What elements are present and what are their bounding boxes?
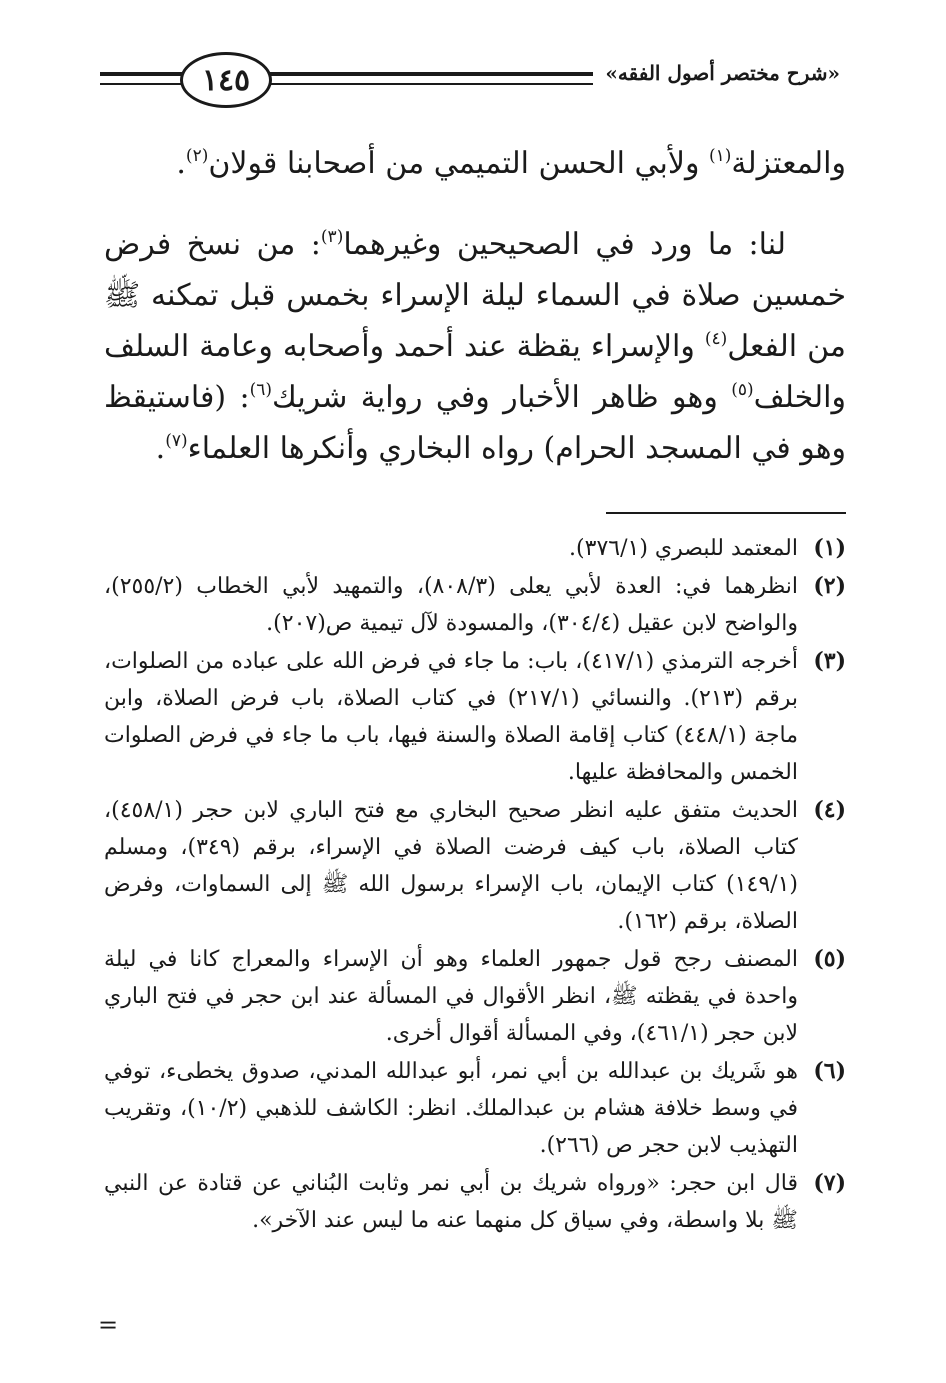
text-run: . (155, 431, 166, 466)
footnote-number: (٣) (813, 648, 846, 674)
footnote-ref: (٦) (249, 380, 273, 400)
footnote-ref: (٢) (185, 146, 209, 166)
footnote-ref: (١) (708, 146, 732, 166)
paragraph-2 (104, 219, 846, 474)
footnote-number: (٤) (813, 797, 846, 823)
footnote-text: الحديث متفق عليه انظر صحيح البخاري مع فتح الباري لابن حجر (٤٥٨/١)، كتاب الصلاة، باب كيف فرضت الصلاة في الإسراء، برقم (٣٤٩)، ومسلم (١٤٩/١) كتاب الإيمان، باب الإسراء برسول الله ﷺ إلى السماوات، وفرض الصلاة، برقم (١٦٢). (104, 798, 798, 934)
text-run: والمعتزلة (731, 146, 846, 181)
footnote-7 (104, 1165, 846, 1239)
footnote-6 (104, 1053, 846, 1164)
paragraph-1 (104, 138, 846, 189)
footnote-ref: (٥) (731, 380, 754, 400)
footnote-1 (104, 530, 846, 567)
footnote-4 (104, 792, 846, 940)
text-run: : من نسخ فرض خمسين صلاة في السماء ليلة الإسراء بخمس قبل تمكنه ﷺ من الفعل (104, 227, 846, 364)
footnote-text: هو شَريك بن عبدالله بن أبي نمر، أبو عبدالله المدني، صدوق يخطىء، توفي في وسط خلافة هشام بن عبدالملك. انظر: الكاشف للذهبي (١٠/٢)، وتقريب التهذيب لابن حجر ص (٢٦٦). (104, 1059, 799, 1158)
continuation-mark: = (98, 1311, 119, 1339)
footnote-text: قال ابن حجر: «ورواه شريك بن أبي نمر وثابت البُناني عن قتادة عن النبي ﷺ بلا واسطة، وفي سياق كل منهما عنه ما ليس عند الآخر». (104, 1171, 798, 1233)
footnote-ref: (٣) (320, 227, 344, 247)
text-run: : (فاستيقظ وهو في المسجد الحرام) رواه البخاري وأنكرها العلماء (104, 380, 846, 466)
footnote-number: (٥) (813, 946, 846, 972)
running-title: «شرح مختصر أصول الفقه» (593, 58, 840, 88)
footnotes (104, 530, 846, 1240)
text-run: لنا: ما ورد في الصحيحين وغيرهما (343, 227, 786, 262)
footnote-text: أخرجه الترمذي (٤١٧/١)، باب: ما جاء في فرض الله على عباده من الصلوات، برقم (٢١٣). والنسائي (٢١٧/١) في كتاب الصلاة، باب فرض الصلاة، وابن ماجة (٤٤٨/١) كتاب إقامة الصلاة والسنة فيها، باب ما جاء في فرض الصلوات الخمس والمحافظة عليها. (104, 649, 799, 785)
footnote-number: (٧) (813, 1170, 846, 1196)
footnote-text: المعتمد للبصري (٣٧٦/١). (569, 536, 798, 561)
footnote-text: المصنف رجح قول جمهور العلماء وهو أن الإسراء والمعراج كانا في ليلة واحدة في يقظته ﷺ، انظر الأقوال في المسألة عند ابن حجر في فتح الباري لابن حجر (٤٦١/١)، وفي المسألة أقوال أخرى. (104, 947, 798, 1046)
text-run: . (176, 146, 186, 181)
footnote-2 (104, 568, 846, 642)
page-header (100, 52, 840, 114)
footnote-number: (٢) (813, 573, 846, 599)
footnote-ref: (٧) (165, 431, 188, 451)
footnote-number: (١) (813, 535, 846, 561)
footnote-separator (606, 512, 846, 514)
footnote-5 (104, 941, 846, 1052)
text-run: والإسراء يقظة عند أحمد وأصحابه وعامة السلف والخلف (104, 329, 846, 415)
footnote-3 (104, 643, 846, 791)
text-run: ولأبي الحسن التميمي من أصحابنا قولان (208, 146, 709, 181)
text-run: وهو ظاهر الأخبار وفي رواية شريك (272, 380, 732, 415)
footnote-number: (٦) (813, 1058, 846, 1084)
page-number: ١٤٥ (180, 52, 272, 108)
footnote-text: انظرهما في: العدة لأبي يعلى (٨٠٨/٣)، والتمهيد لأبي الخطاب (٢٥٥/٢)، والواضح لابن عقيل (٣٠٤/٤)، والمسودة لآل تيمية ص(٢٠٧). (104, 574, 798, 636)
main-text (104, 138, 846, 474)
footnote-ref: (٤) (704, 329, 728, 349)
